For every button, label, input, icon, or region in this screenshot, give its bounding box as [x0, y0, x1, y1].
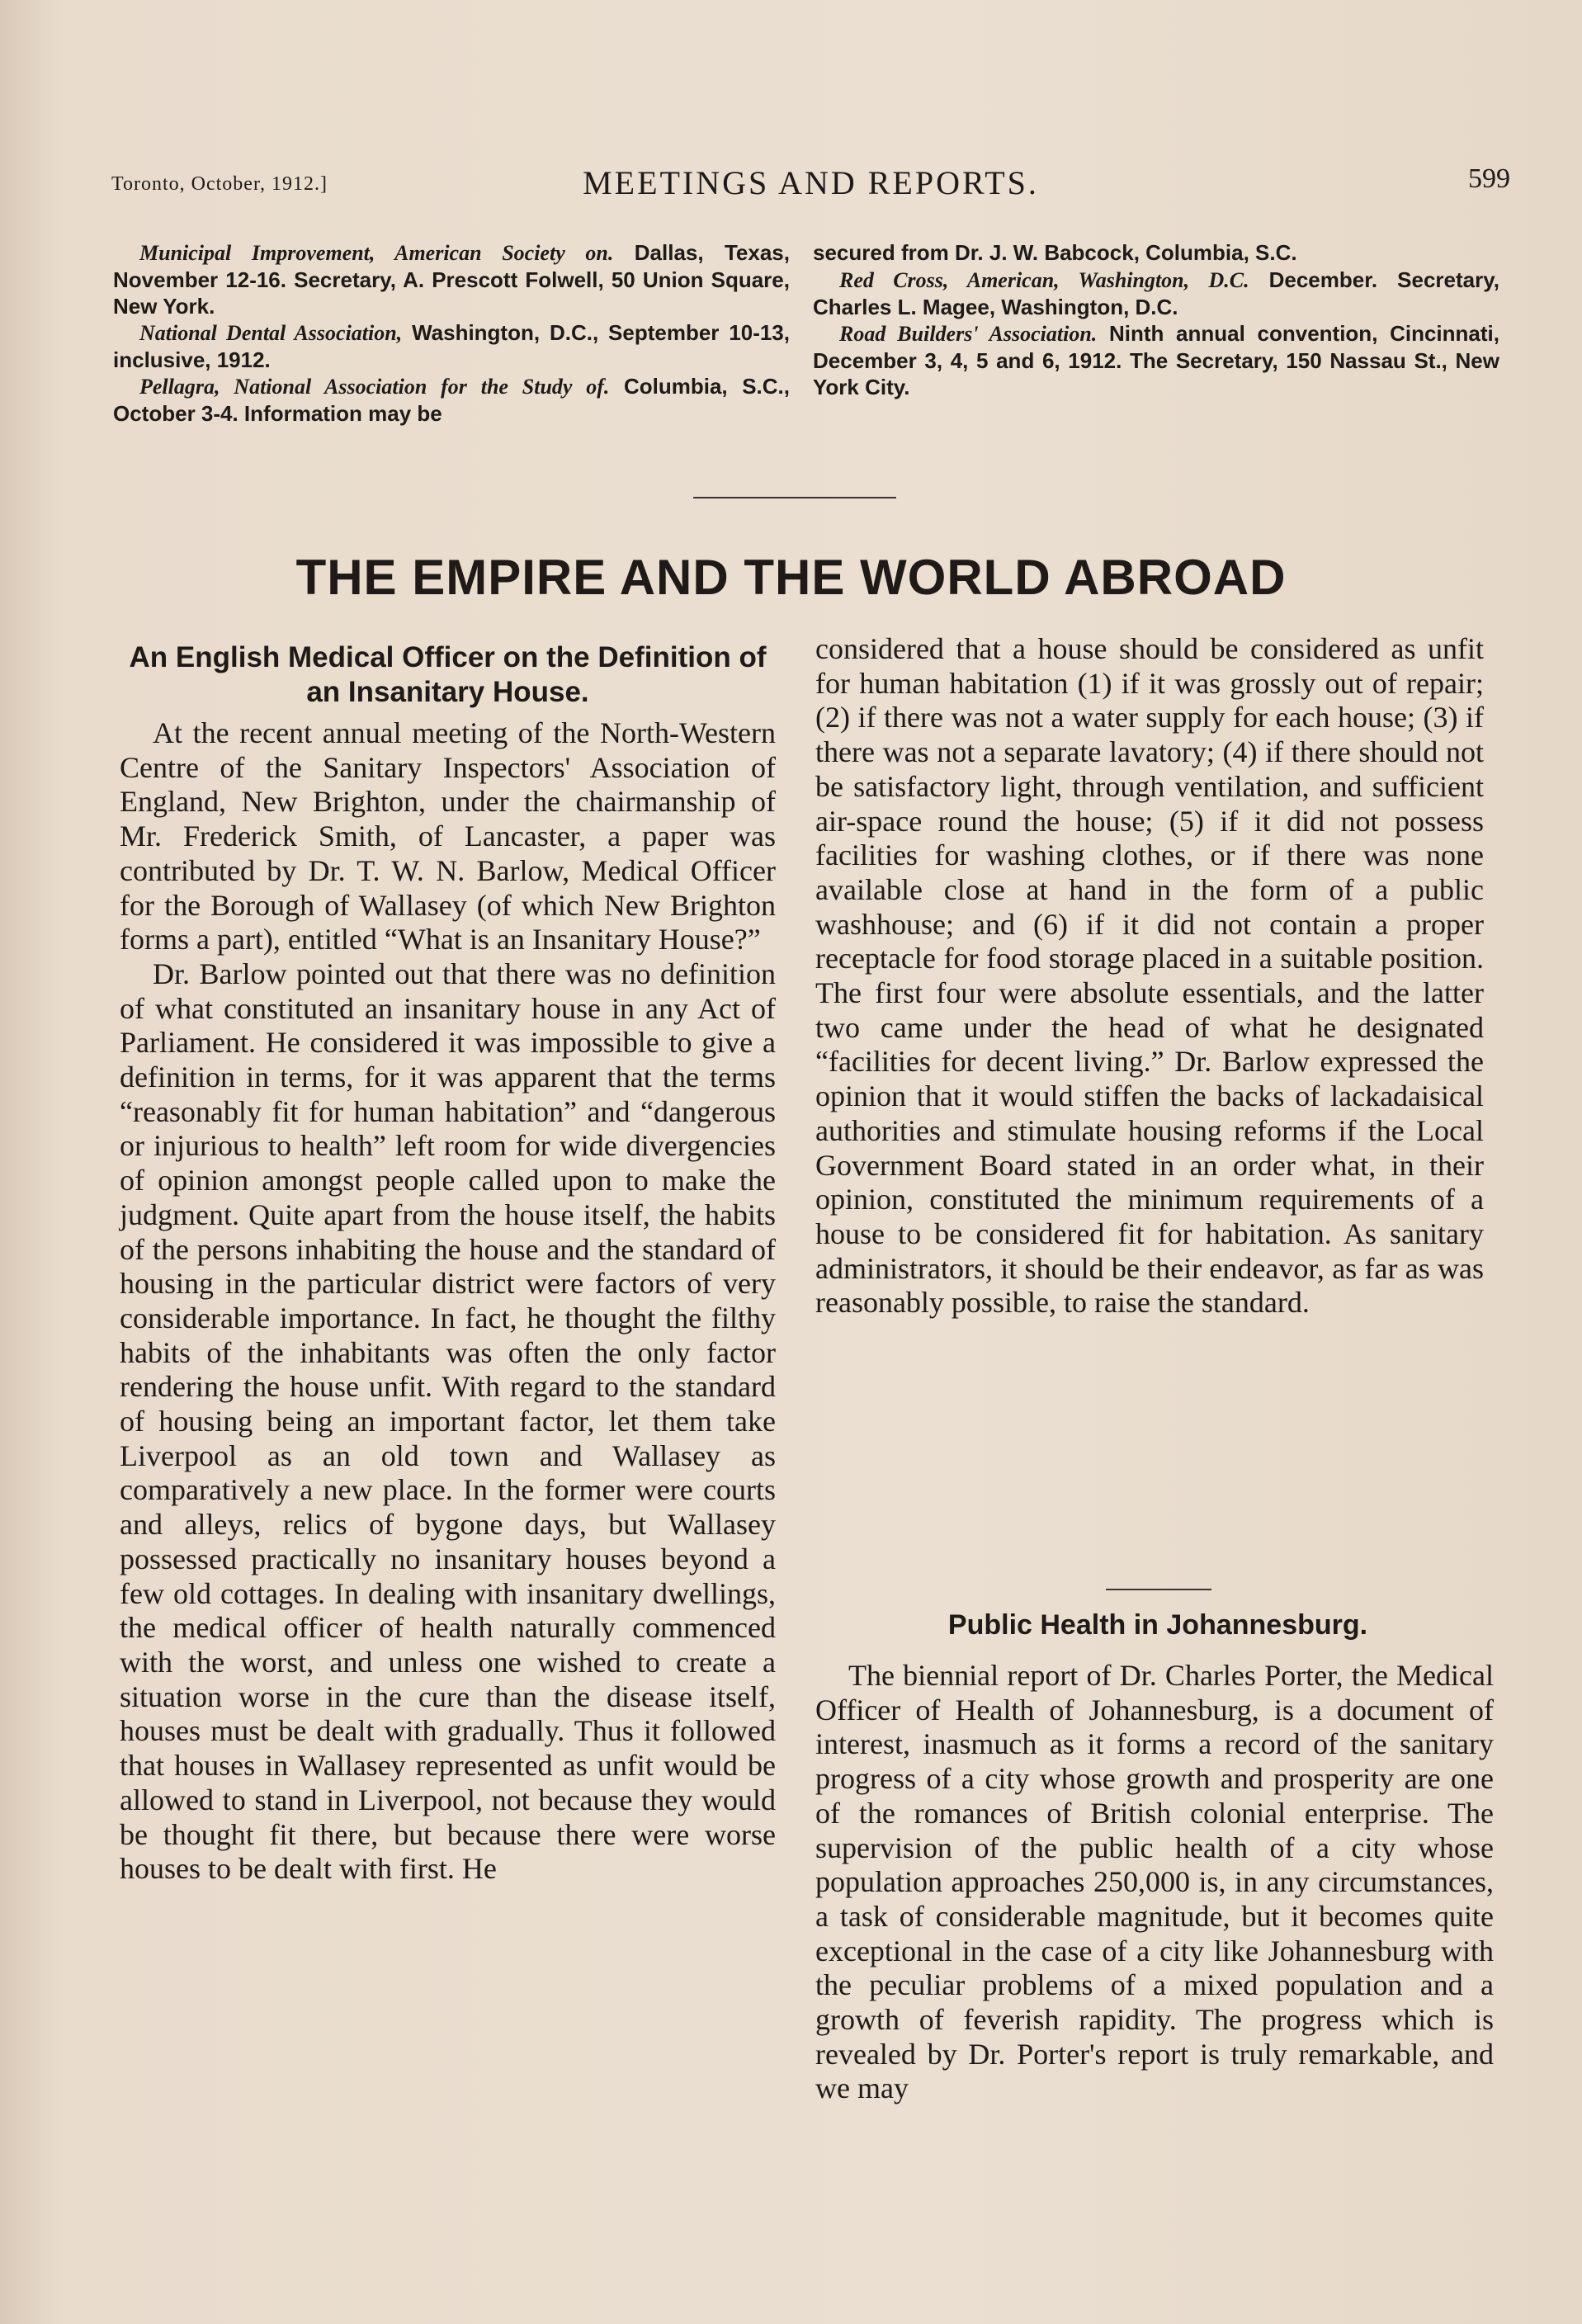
header-section-title: MEETINGS AND REPORTS. [583, 164, 1039, 201]
article2-paragraph: The biennial report of Dr. Charles Porter, the Medical Officer of Health of Johannesburg, is a document of interest, inasmuch as it forms a record of the sanitary progress of a city whose growth and prosperity are one of the romances of British colonial enterprise. The supervision of the public health of a city whose population approaches 250,000 is, in any circumstances, a task of considerable magnitude, but it becomes quite exceptional in the case of a city like Johannesburg with the peculiar problems of a mixed population and a growth of feverish rapidity. The progress which is revealed by Dr. Porter's report is truly remarkable, and we may [815, 1659, 1494, 2105]
article1-right-column [815, 632, 1484, 1320]
notices-left-column [113, 239, 790, 427]
notice-item: Road Builders' Association. Ninth annual convention, Cincinnati, December 3, 4, 5 and 6, 1912. The Secretary, 150 Nassau St., New York City. [813, 321, 1499, 399]
notice-item: National Dental Association, Washington, D.C., September 10-13, inclusive, 1912. [113, 320, 790, 372]
page-number: 599 [1468, 163, 1510, 194]
header-date: Toronto, October, 1912.] [111, 173, 328, 195]
notice-item: secured from Dr. J. W. Babcock, Columbia, S.C. [813, 240, 1297, 265]
article-divider [1106, 1589, 1211, 1590]
main-title: THE EMPIRE AND THE WORLD ABROAD [295, 550, 1287, 605]
article1-paragraph: At the recent annual meeting of the North-Western Centre of the Sanitary Inspectors' Association of England, New Brighton, under the chairmanship of Mr. Frederick Smith, of Lancaster, a paper was contributed by Dr. T. W. N. Barlow, Medical Officer for the Borough of Wallasey (of which New Brighton forms a part), entitled “What is an Insanitary House?” [120, 716, 776, 957]
notice-item: Pellagra, National Association for the Study of. Columbia, S.C., October 3-4. Information may be [113, 374, 790, 426]
notices-right-column [813, 239, 1499, 400]
article1-continuation: considered that a house should be considered as unfit for human habitation (1) if it was grossly out of repair; (2) if there was not a water supply for each house; (3) if there was not a separate lavatory; (4) if there should not be satisfactory light, through ventilation, and sufficient air-space round the house; (5) if it did not possess facilities for washing clothes, or if there was none available close at hand in the form of a public washhouse; and (6) if it did not contain a proper receptacle for food storage placed in a suitable position. The first four were absolute essentials, and the latter two came under the head of what he designated “facilities for decent living.” Dr. Barlow expressed the opinion that it would stiffen the backs of lackadaisical authorities and stimulate housing reforms if the Local Government Board stated in an order what, in their opinion, constituted the minimum requirements of a house to be considered fit for habitation. As sanitary administrators, it should be their endeavor, as far as was reasonably possible, to raise the standard. [815, 632, 1484, 1320]
article2-heading: Public Health in Johannesburg. [947, 1609, 1368, 1641]
article1-heading: An English Medical Officer on the Definition of an Insanitary House. [129, 641, 767, 708]
running-header [111, 163, 1510, 205]
article1-paragraph: Dr. Barlow pointed out that there was no definition of what constituted an insanitary house in any Act of Parliament. He considered it was impossible to give a definition in terms, for it was apparent that the terms “reasonably fit for human habitation” and “dangerous or injurious to health” left room for wide divergencies of opinion amongst people called upon to make the judgment. Quite apart from the house itself, the habits of the persons inhabiting the house and the standard of housing in the particular district were factors of very considerable importance. In fact, he thought the filthy habits of the inhabitants was often the only factor rendering the house unfit. With regard to the standard of housing being an important factor, let them take Liverpool as an old town and Wallasey as comparatively a new place. In the former were courts and alleys, relics of bygone days, but Wallasey possessed practically no insanitary houses beyond a few old cottages. In dealing with insanitary dwellings, the medical officer of health naturally commenced with the worst, and unless one wished to create a situation worse in the cure than the disease itself, houses must be dealt with gradually. Thus it followed that houses in Wallasey represented as unfit would be allowed to stand in Liverpool, not because they would be thought fit there, but because there were worse houses to be dealt with first. He [120, 957, 776, 1886]
section-divider [693, 497, 896, 498]
notice-item: Red Cross, American, Washington, D.C. December. Secretary, Charles L. Magee, Washington, D.C. [813, 267, 1499, 319]
article2-column [815, 1659, 1494, 2106]
article1-left-column [120, 640, 776, 1887]
notice-item: Municipal Improvement, American Society on. Dallas, Texas, November 12-16. Secretary, A. Prescott Folwell, 50 Union Square, New York. [113, 240, 790, 319]
